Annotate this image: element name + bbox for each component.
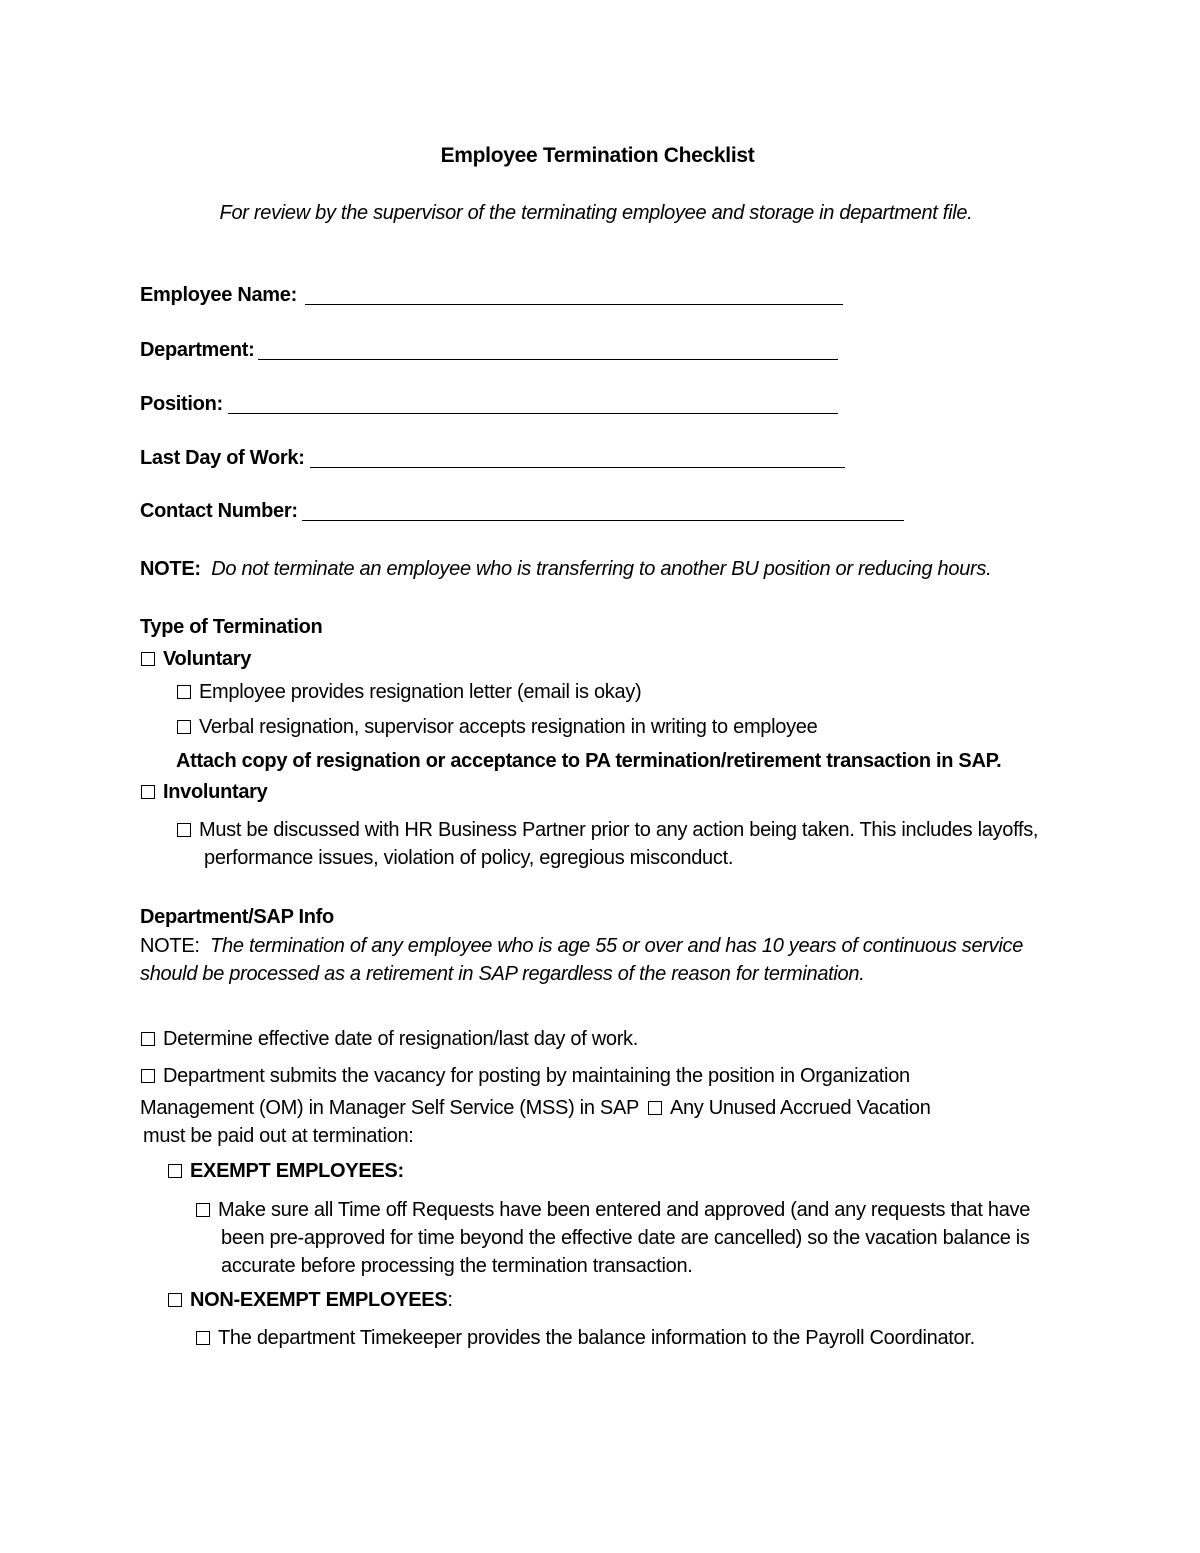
position-field[interactable]: [228, 413, 838, 414]
checklist-item-text: The department Timekeeper provides the balance information to the Payroll Coordinator.: [218, 1327, 975, 1349]
department-field[interactable]: [258, 359, 838, 360]
dept-sap-heading: Department/SAP Info: [140, 906, 334, 928]
exempt-item-cont: been pre-approved for time beyond the effective date are cancelled) so the vacation balance is: [221, 1227, 1030, 1249]
page-title: Employee Termination Checklist: [440, 144, 755, 167]
nonexempt-checkbox[interactable]: [168, 1293, 182, 1307]
note-text: The termination of any employee who is age 55 or over and has 10 years of continuous service: [210, 935, 1024, 957]
contact-number-field[interactable]: [302, 520, 904, 521]
voluntary-option[interactable]: [141, 648, 251, 671]
exempt-item-cont2: accurate before processing the termination transaction.: [221, 1255, 693, 1277]
checkbox[interactable]: [141, 1069, 155, 1083]
exempt-item[interactable]: [196, 1199, 1030, 1222]
involuntary-option[interactable]: [141, 781, 268, 804]
nonexempt-label: NON-EXEMPT EMPLOYEES: [190, 1289, 448, 1311]
checklist-item-text: Verbal resignation, supervisor accepts resignation in writing to employee: [199, 716, 818, 738]
voluntary-item-2[interactable]: [177, 716, 817, 739]
involuntary-label: Involuntary: [163, 781, 268, 803]
employee-name-field[interactable]: [305, 304, 843, 305]
voluntary-label: Voluntary: [163, 648, 252, 670]
employee-name-label: Employee Name:: [140, 284, 297, 306]
voluntary-checkbox[interactable]: [141, 652, 155, 666]
exempt-employees-option[interactable]: [168, 1160, 404, 1183]
checkbox[interactable]: [177, 685, 191, 699]
note-text: Do not terminate an employee who is transferring to another BU position or reducing hours.: [211, 558, 992, 580]
involuntary-item-cont: performance issues, violation of policy, egregious misconduct.: [204, 847, 734, 869]
nonexempt-employees-option[interactable]: [168, 1289, 453, 1312]
attach-copy-instruction: Attach copy of resignation or acceptance to PA termination/retirement transaction in SAP.: [176, 750, 1002, 772]
dept-item-vacancy-cont: [140, 1097, 931, 1120]
checklist-item-text: Determine effective date of resignation/last day of work.: [163, 1028, 639, 1050]
checklist-item-text: Department submits the vacancy for posting by maintaining the position in Organization: [163, 1065, 910, 1087]
note-label: NOTE:: [140, 935, 200, 957]
retirement-note: [140, 935, 1023, 958]
checkbox[interactable]: [141, 1032, 155, 1046]
type-of-termination-heading: Type of Termination: [140, 616, 323, 638]
unused-vacation-checkbox[interactable]: [648, 1101, 662, 1115]
checklist-item-text: Make sure all Time off Requests have been entered and approved (and any requests that have: [218, 1199, 1031, 1221]
dept-item-effective-date[interactable]: [141, 1028, 638, 1051]
involuntary-checkbox[interactable]: [141, 785, 155, 799]
position-label: Position:: [140, 393, 223, 415]
dept-item-vacancy-cont2: must be paid out at termination:: [143, 1125, 414, 1147]
contact-number-label: Contact Number:: [140, 500, 298, 522]
unused-vacation-text: Any Unused Accrued Vacation: [669, 1097, 931, 1119]
checkbox[interactable]: [177, 720, 191, 734]
checkbox[interactable]: [196, 1331, 210, 1345]
note-transfer: [140, 558, 991, 581]
exempt-checkbox[interactable]: [168, 1164, 182, 1178]
page-subtitle: For review by the supervisor of the terminating employee and storage in department file.: [219, 202, 973, 224]
involuntary-item[interactable]: [177, 819, 1038, 842]
last-day-field[interactable]: [310, 467, 845, 468]
voluntary-item-1[interactable]: [177, 681, 641, 704]
nonexempt-item[interactable]: [196, 1327, 975, 1350]
retirement-note-cont: should be processed as a retirement in SAP regardless of the reason for termination.: [140, 963, 865, 985]
checkbox[interactable]: [196, 1203, 210, 1217]
checklist-item-text: Employee provides resignation letter (email is okay): [199, 681, 642, 703]
department-label: Department:: [140, 339, 255, 361]
note-label: NOTE:: [140, 558, 201, 580]
dept-item-vacancy[interactable]: [141, 1065, 910, 1088]
checkbox[interactable]: [177, 823, 191, 837]
checklist-item-text: Management (OM) in Manager Self Service (MSS) in SAP: [140, 1097, 639, 1119]
checklist-item-text: Must be discussed with HR Business Partner prior to any action being taken. This includes layoffs,: [199, 819, 1039, 841]
last-day-label: Last Day of Work:: [140, 447, 305, 469]
exempt-label: EXEMPT EMPLOYEES:: [190, 1160, 404, 1182]
nonexempt-colon: :: [447, 1289, 453, 1311]
